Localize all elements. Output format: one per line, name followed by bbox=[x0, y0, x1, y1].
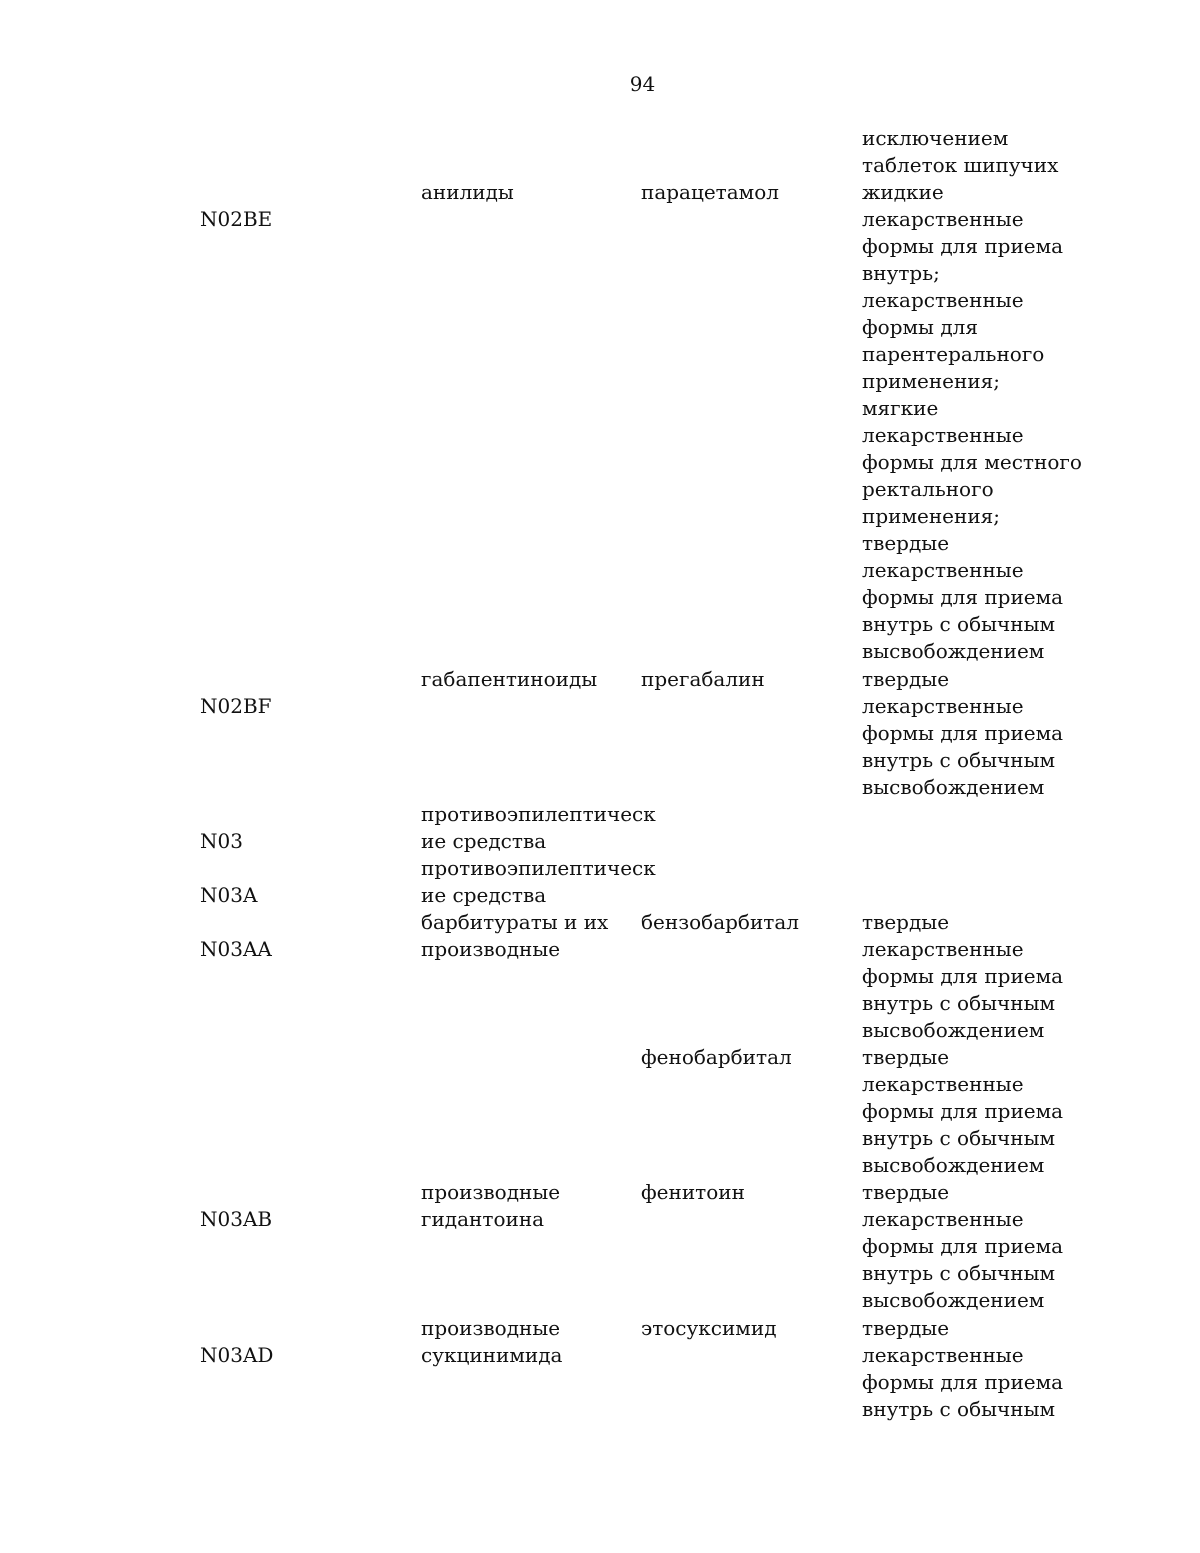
dosage-form-line: формы для приема bbox=[862, 585, 1064, 609]
dosage-form-line: твердые bbox=[862, 1180, 950, 1204]
dosage-form-line: парентерального bbox=[862, 342, 1045, 366]
dosage-form-line: внутрь с обычным bbox=[862, 991, 1056, 1015]
group-name-line: ие средства bbox=[421, 883, 547, 907]
dosage-form-line: формы для приема bbox=[862, 964, 1064, 988]
dosage-form-line: внутрь с обычным bbox=[862, 1261, 1056, 1285]
atc-code: N03AB bbox=[200, 1207, 273, 1231]
dosage-form-line: формы для приема bbox=[862, 234, 1064, 258]
group-name-line: противоэпилептическ bbox=[421, 802, 656, 826]
dosage-form-line: мягкие bbox=[862, 396, 939, 420]
page-number: 94 bbox=[629, 72, 656, 96]
group-name-line: анилиды bbox=[421, 180, 514, 204]
dosage-form-line: твердые bbox=[862, 910, 950, 934]
drug-name: бензобарбитал bbox=[641, 910, 799, 934]
dosage-form-line: лекарственные bbox=[862, 1343, 1024, 1367]
group-name-line: сукцинимида bbox=[421, 1343, 563, 1367]
dosage-form-line: лекарственные bbox=[862, 423, 1024, 447]
dosage-form-line: формы для приема bbox=[862, 1370, 1064, 1394]
drug-name: этосуксимид bbox=[641, 1316, 777, 1340]
group-name-line: производные bbox=[421, 1316, 561, 1340]
dosage-form-line: высвобождением bbox=[862, 775, 1045, 799]
atc-code: N03A bbox=[200, 883, 258, 907]
dosage-form-line: жидкие bbox=[862, 180, 944, 204]
dosage-form-line: внутрь с обычным bbox=[862, 748, 1056, 772]
dosage-form-line: таблеток шипучих bbox=[862, 153, 1059, 177]
dosage-form-line: высвобождением bbox=[862, 1288, 1045, 1312]
drug-name: парацетамол bbox=[641, 180, 779, 204]
dosage-form-line: формы для bbox=[862, 315, 978, 339]
dosage-form-line: внутрь с обычным bbox=[862, 612, 1056, 636]
dosage-form-line: внутрь; bbox=[862, 261, 940, 285]
dosage-form-line: твердые bbox=[862, 531, 950, 555]
group-name-line: противоэпилептическ bbox=[421, 856, 656, 880]
dosage-form-line: формы для приема bbox=[862, 721, 1064, 745]
dosage-form-line: лекарственные bbox=[862, 694, 1024, 718]
dosage-form-line: применения; bbox=[862, 504, 1001, 528]
atc-code: N03 bbox=[200, 829, 243, 853]
dosage-form-line: лекарственные bbox=[862, 288, 1024, 312]
group-name-line: производные bbox=[421, 1180, 561, 1204]
drug-name: фенобарбитал bbox=[641, 1045, 792, 1069]
dosage-form-line: лекарственные bbox=[862, 937, 1024, 961]
dosage-form-line: твердые bbox=[862, 1045, 950, 1069]
dosage-form-line: высвобождением bbox=[862, 1018, 1045, 1042]
group-name-line: производные bbox=[421, 937, 561, 961]
atc-code: N03AA bbox=[200, 937, 272, 961]
atc-code: N03AD bbox=[200, 1343, 274, 1367]
dosage-form-line: твердые bbox=[862, 667, 950, 691]
drug-name: прегабалин bbox=[641, 667, 765, 691]
atc-code: N02BF bbox=[200, 694, 272, 718]
atc-code: N02BE bbox=[200, 207, 273, 231]
dosage-form-line: внутрь с обычным bbox=[862, 1397, 1056, 1421]
dosage-form-line: применения; bbox=[862, 369, 1001, 393]
group-name-line: ие средства bbox=[421, 829, 547, 853]
group-name-line: барбитураты и их bbox=[421, 910, 609, 934]
dosage-form-line: формы для приема bbox=[862, 1234, 1064, 1258]
group-name-line: габапентиноиды bbox=[421, 667, 598, 691]
dosage-form-line: высвобождением bbox=[862, 639, 1045, 663]
dosage-form-line: формы для приема bbox=[862, 1099, 1064, 1123]
group-name-line: гидантоина bbox=[421, 1207, 545, 1231]
dosage-form-line: исключением bbox=[862, 126, 1009, 150]
dosage-form-line: лекарственные bbox=[862, 558, 1024, 582]
dosage-form-line: высвобождением bbox=[862, 1153, 1045, 1177]
dosage-form-line: ректального bbox=[862, 477, 994, 501]
dosage-form-line: лекарственные bbox=[862, 207, 1024, 231]
dosage-form-line: внутрь с обычным bbox=[862, 1126, 1056, 1150]
dosage-form-line: лекарственные bbox=[862, 1072, 1024, 1096]
dosage-form-line: формы для местного bbox=[862, 450, 1082, 474]
dosage-form-line: лекарственные bbox=[862, 1207, 1024, 1231]
dosage-form-line: твердые bbox=[862, 1316, 950, 1340]
drug-name: фенитоин bbox=[641, 1180, 745, 1204]
